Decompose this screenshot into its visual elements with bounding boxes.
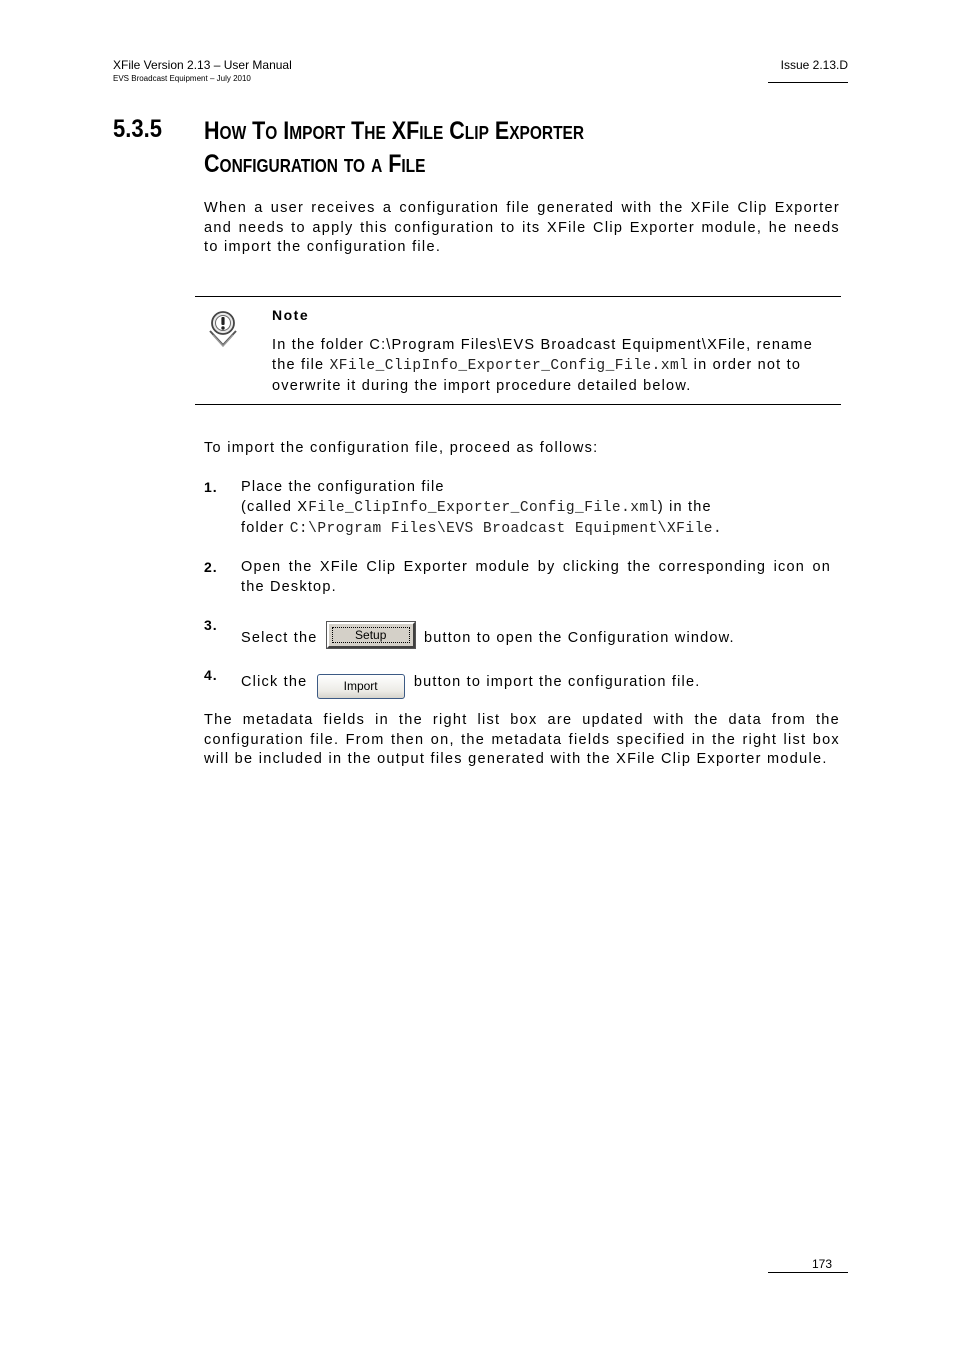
header-title: XFile Version 2.13 – User Manual <box>113 58 292 72</box>
step-3-number: 3. <box>204 617 218 633</box>
import-button[interactable]: Import <box>317 674 405 699</box>
step-1-number: 1. <box>204 479 218 495</box>
step-4-number: 4. <box>204 667 218 683</box>
step-3-text: Select the Setup button to open the Configuration window. <box>241 622 840 648</box>
note-text-before: In the folder C:\Program Files\EVS Broadcast Equipment\XFile, rename the file <box>272 337 813 373</box>
note-text <box>272 335 832 396</box>
step-1-line3: folder C:\Program Files\EVS Broadcast Equipment\XFile. <box>241 520 723 537</box>
step-2-number: 2. <box>204 559 218 575</box>
note-bottom-rule <box>195 404 841 405</box>
conclusion-paragraph: The metadata fields in the right list box are updated with the data from the configuration file. From then on, the metadata fields specified in the right list box will be included in the output files generated with the XFile Clip Exporter module. <box>204 712 840 767</box>
header-issue: Issue 2.13.D <box>780 58 848 72</box>
step-1-filename: File_ClipInfo_Exporter_Config_File.xml <box>308 500 658 516</box>
note-label: Note <box>272 307 310 323</box>
note-top-rule <box>195 296 841 297</box>
intro-paragraph: When a user receives a configuration file generated with the XFile Clip Exporter and needs to apply this configuration to its XFile Clip Exporter module, he needs to import the configuration file. <box>204 200 840 255</box>
note-filename: XFile_ClipInfo_Exporter_Config_File.xml <box>329 358 689 374</box>
step-1-folder-path: C:\Program Files\EVS Broadcast Equipment\XFile. <box>289 521 723 537</box>
header-subtitle: EVS Broadcast Equipment – July 2010 <box>113 74 251 83</box>
step-4-text: Click the Import button to import the configuration file. <box>241 672 840 699</box>
section-title: How To Import The XFile Clip Exporter Configuration to a File <box>204 117 585 178</box>
setup-button[interactable]: Setup <box>327 622 415 648</box>
note-warning-icon <box>206 309 240 349</box>
procedure-intro: To import the configuration file, proceed as follows: <box>204 440 599 456</box>
step-2-text: Open the XFile Clip Exporter module by clicking the corresponding icon on the Desktop. <box>241 559 831 595</box>
footer-divider <box>768 1272 848 1273</box>
note-text-after: in order not to overwrite it during the import procedure detailed below. <box>272 357 802 394</box>
header-divider <box>768 82 848 83</box>
step-1-line1: Place the configuration file <box>241 479 445 495</box>
step-1-text <box>241 477 840 539</box>
section-number: 5.3.5 <box>113 115 162 143</box>
page-number: 173 <box>811 1257 832 1271</box>
step-1-line2: (called XFile_ClipInfo_Exporter_Config_File.xml) in the <box>241 499 712 516</box>
